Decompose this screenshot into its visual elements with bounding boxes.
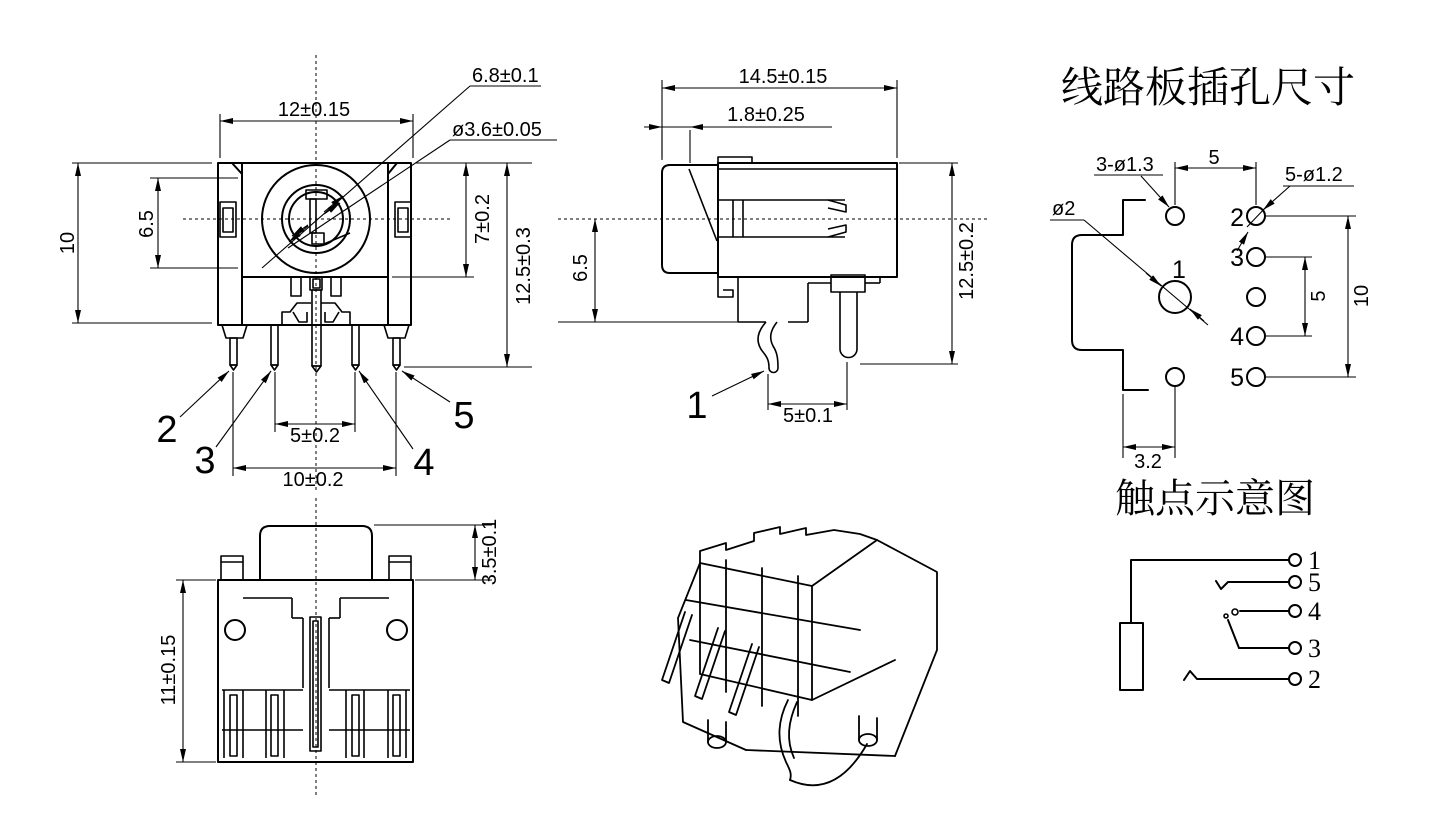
pcb-dim-top-span: 5 (1208, 147, 1220, 169)
front-dim-window: 6.5 (136, 210, 158, 238)
side-body-outline (662, 157, 897, 322)
schematic-t5: 5 (1308, 568, 1321, 597)
front-pin4-label: 4 (413, 442, 435, 484)
front-dim-height: 10 (57, 231, 79, 255)
isometric-view (662, 527, 937, 785)
bottom-dim-body: 11±0.15 (158, 634, 180, 706)
pcb-dim-v5: 5 (1308, 290, 1330, 302)
front-dim-pin-inner: 5±0.2 (290, 425, 340, 447)
schematic-terminal-labels (1308, 546, 1321, 694)
pcb-hole1-label: 1 (1172, 256, 1186, 284)
schematic-wire-1 (1131, 560, 1288, 623)
pcb-hole-numbers (1172, 204, 1244, 392)
side-view (558, 66, 990, 427)
front-pin3-label: 3 (194, 440, 216, 482)
schematic-title: 触点示意图 (1115, 477, 1315, 521)
pcb-hole-layout (1050, 64, 1373, 473)
front-body-outline (218, 163, 411, 325)
schematic-contacts (1184, 581, 1289, 680)
schematic-terminals (1289, 554, 1301, 685)
contact-schematic (1115, 477, 1321, 694)
front-pin2-label: 2 (156, 409, 178, 451)
pcb-hole5-label: 5 (1230, 364, 1244, 392)
pcb-dim-v10: 10 (1351, 284, 1373, 308)
pcb-hole3-label: 3 (1230, 244, 1244, 272)
pcb-hole2-label: 2 (1230, 204, 1244, 232)
front-dim-tip: 6.8±0.1 (472, 65, 539, 87)
pcb-dim-three-holes: 3-ø1.3 (1096, 154, 1154, 176)
front-dim-hole: ø3.6±0.05 (452, 119, 542, 141)
side-dim-flange: 1.8±0.25 (727, 104, 805, 126)
schematic-plug-symbol (1120, 623, 1143, 690)
side-dim-lower: 6.5 (570, 254, 592, 282)
pcb-dim-five-holes: 5-ø1.2 (1285, 164, 1343, 186)
front-pin5-label: 5 (453, 395, 475, 437)
bottom-dim-boss: 3.5±0.1 (479, 518, 501, 586)
schematic-t2: 2 (1308, 665, 1321, 694)
schematic-t1: 1 (1308, 546, 1321, 575)
pcb-outline (1072, 200, 1148, 390)
bottom-view (158, 498, 501, 795)
pcb-hole4-label: 4 (1230, 323, 1244, 351)
front-dim-width: 12±0.15 (277, 99, 351, 121)
side-pin1-label: 1 (686, 385, 708, 427)
pcb-title: 线路板插孔尺寸 (1060, 64, 1356, 111)
front-view (57, 55, 557, 492)
pcb-dim-offset: 3.2 (1134, 451, 1162, 473)
side-dim-pin-span: 5±0.1 (783, 405, 833, 427)
front-dim-pin-outer: 10±0.2 (282, 469, 344, 491)
schematic-t3: 3 (1308, 634, 1321, 663)
front-dim-upper: 7±0.2 (472, 194, 494, 244)
pcb-dim-center-hole: ø2 (1052, 198, 1076, 220)
side-dim-depth: 14.5±0.15 (738, 66, 828, 88)
pcb-dimensions (1050, 147, 1373, 473)
side-dim-total-height: 12.5±0.2 (956, 222, 978, 300)
schematic-t4: 4 (1308, 597, 1321, 626)
front-dim-total-height: 12.5±0.3 (513, 227, 535, 305)
